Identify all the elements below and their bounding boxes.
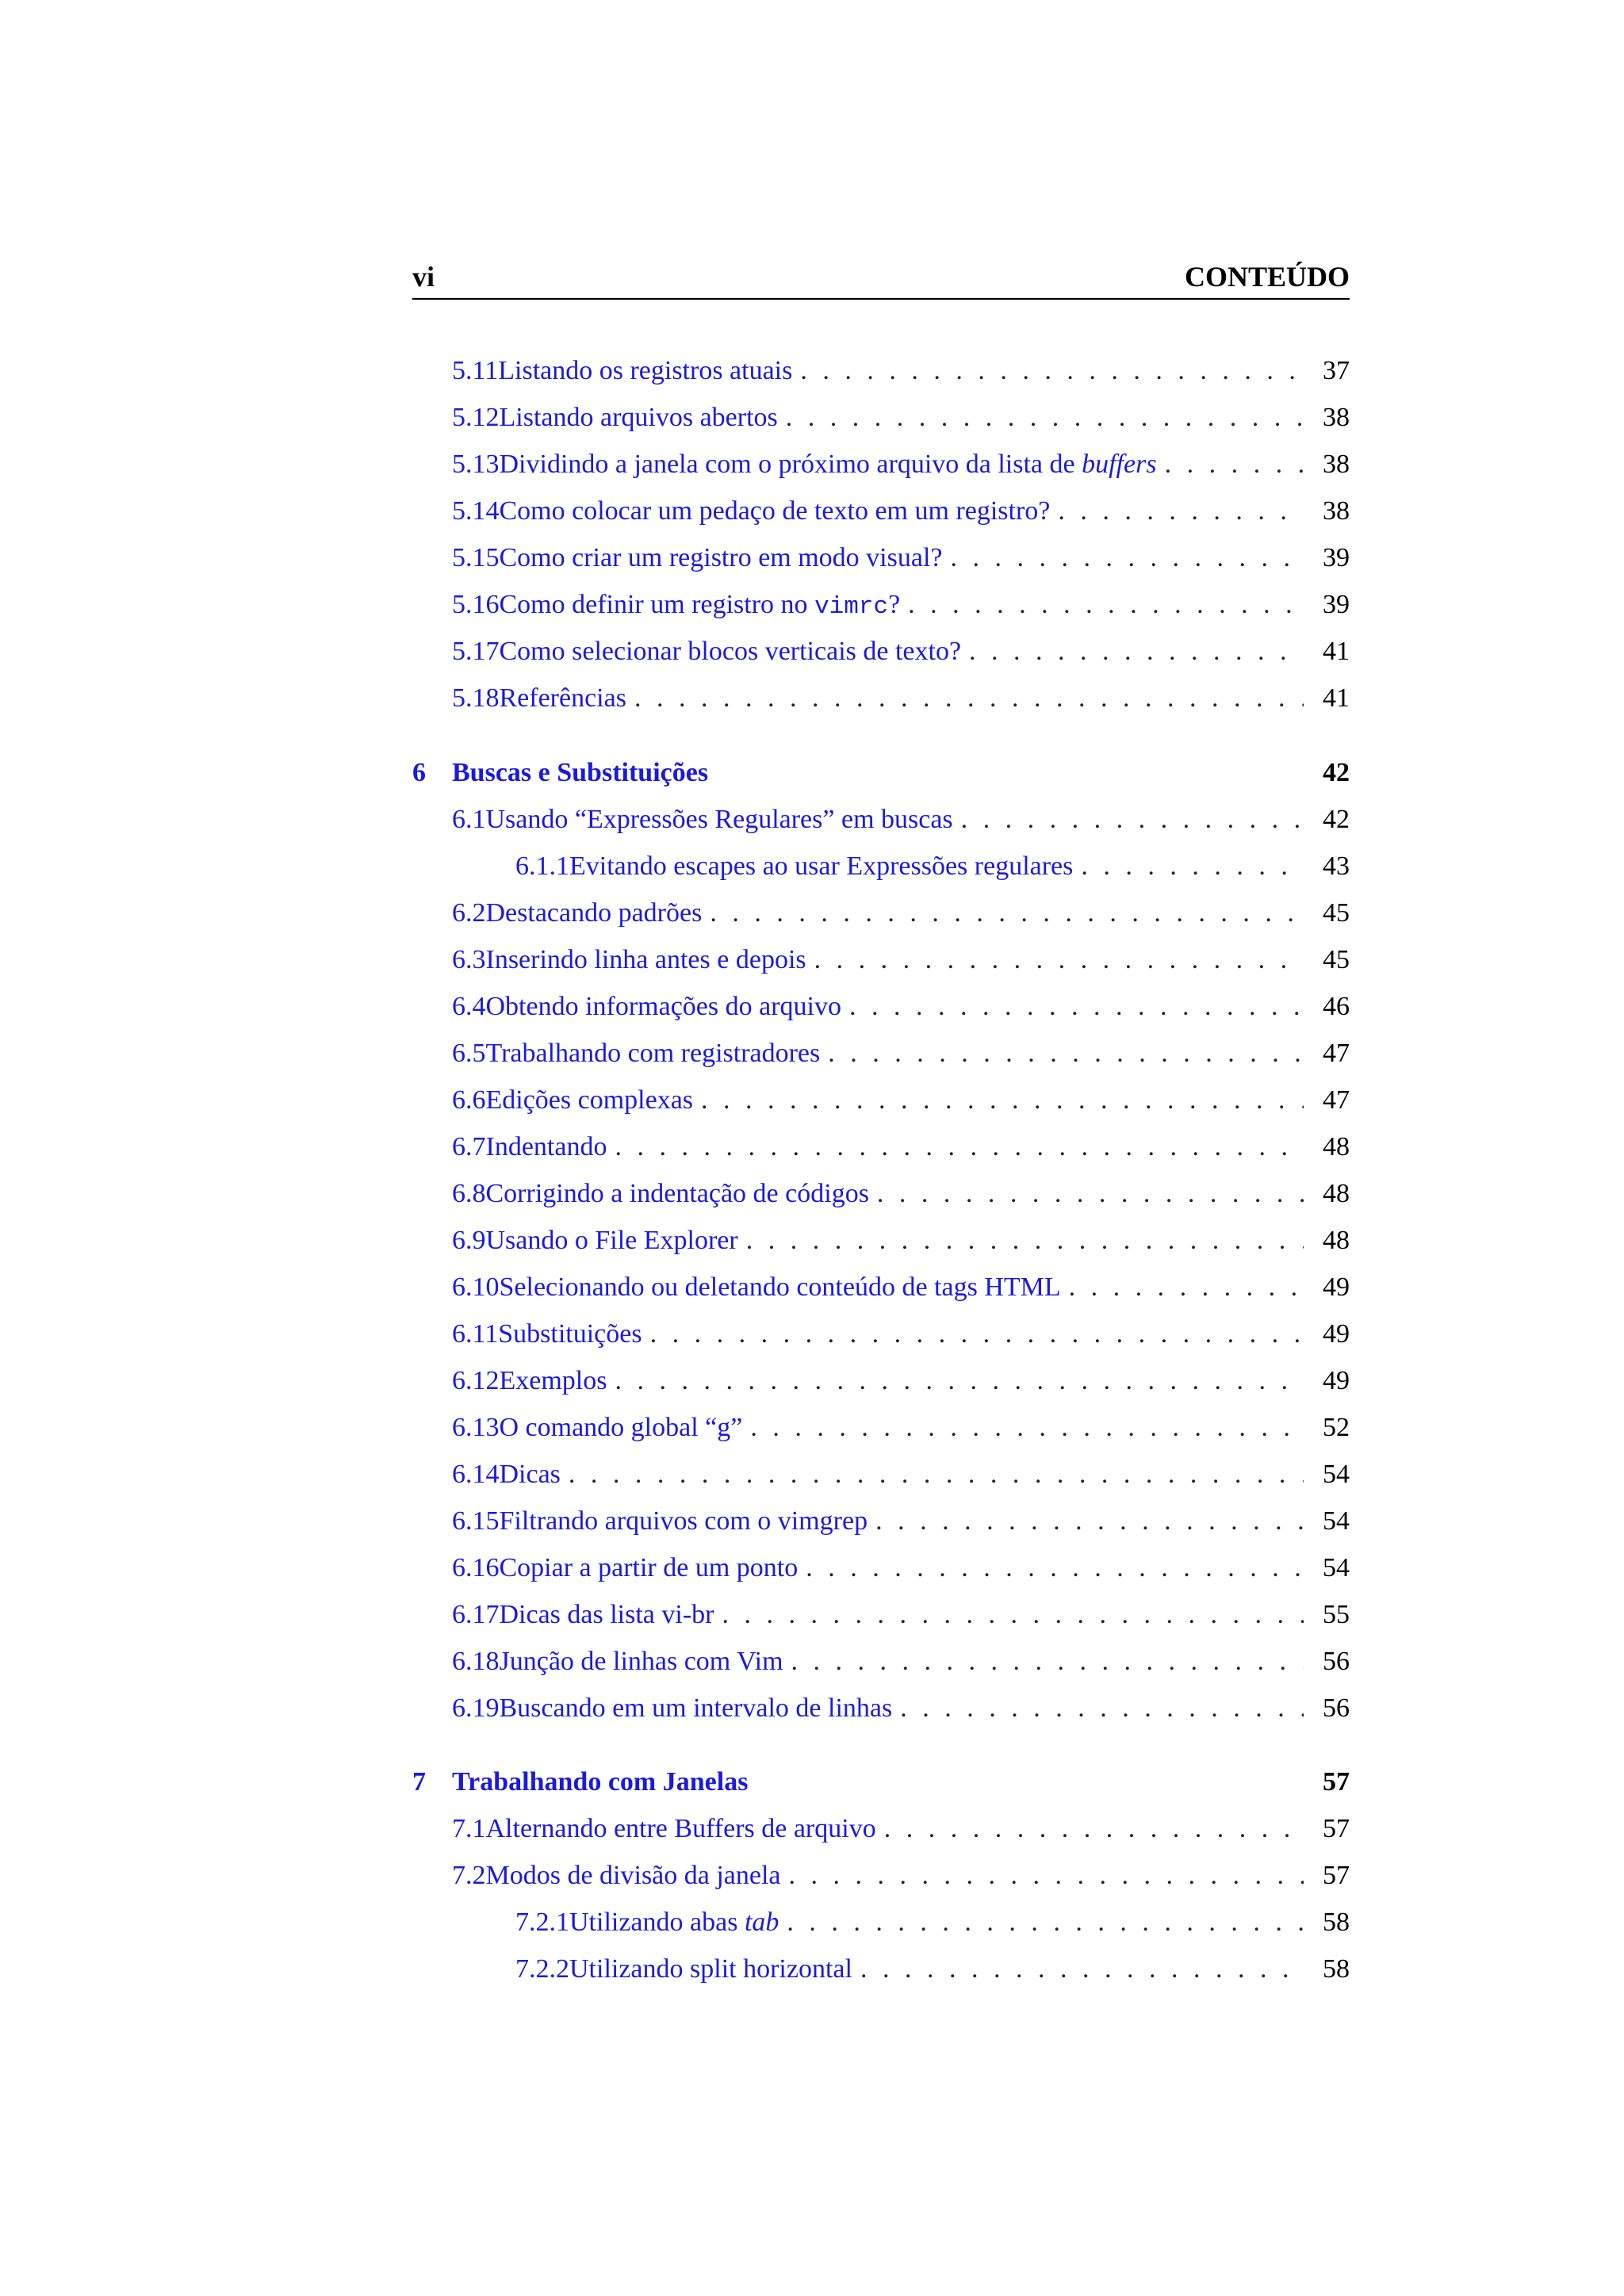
toc-entry-number: 6.6 — [452, 1085, 486, 1115]
toc-entry-number: 5.18 — [452, 683, 500, 713]
toc-entry[interactable] — [412, 1544, 1350, 1591]
toc-entry-number: 5.11 — [452, 356, 499, 385]
toc-entry[interactable] — [412, 347, 1350, 394]
toc-entry-page-number[interactable]: 45 — [1323, 945, 1350, 974]
toc-entry-page-number[interactable]: 47 — [1323, 1039, 1350, 1068]
dot-leader — [1058, 488, 1304, 534]
toc-entry-page-number[interactable]: 49 — [1323, 1366, 1350, 1395]
toc-entry[interactable] — [412, 1451, 1350, 1498]
toc-entry-number: 6.12 — [452, 1366, 500, 1395]
toc-entry-page-number[interactable]: 38 — [1323, 496, 1350, 526]
toc-entry[interactable] — [412, 1311, 1350, 1357]
toc-entry-number: 6.14 — [452, 1460, 500, 1489]
toc-entry-number: 6.16 — [452, 1553, 500, 1582]
toc-entry-page-number[interactable]: 54 — [1323, 1506, 1350, 1536]
toc-entry-number: 6.15 — [452, 1506, 500, 1536]
toc-entry[interactable] — [412, 983, 1350, 1030]
dot-leader — [1165, 441, 1304, 488]
dot-leader — [750, 1404, 1304, 1451]
toc-entry-title[interactable]: Evitando escapes ao usar Expressões regulares — [569, 851, 1074, 881]
toc-entry-number: 6.18 — [452, 1647, 500, 1676]
toc-entry-title[interactable]: Modos de divisão da janela — [485, 1861, 781, 1890]
toc-entry-number: 6.8 — [452, 1179, 486, 1208]
dot-leader — [722, 1591, 1304, 1638]
toc-entry[interactable] — [412, 1946, 1350, 1992]
toc-entry-page-number[interactable]: 49 — [1323, 1319, 1350, 1349]
toc-entry-page-number[interactable]: 56 — [1323, 1647, 1350, 1676]
toc-entry-number: 6.2 — [452, 898, 486, 928]
dot-leader — [884, 1805, 1304, 1852]
dot-leader — [900, 1685, 1304, 1732]
toc-entry[interactable] — [412, 1357, 1350, 1404]
toc-entry[interactable] — [412, 534, 1350, 581]
toc-entry-title-code: vimrc — [814, 593, 889, 621]
toc-entry-number: 6.7 — [452, 1132, 486, 1161]
toc-entry-title[interactable]: Inserindo linha antes e depois — [485, 945, 806, 974]
toc-entry-number: 5.13 — [452, 450, 500, 479]
dot-leader — [1069, 1264, 1304, 1311]
toc-entry-title[interactable] — [500, 581, 901, 630]
toc-entry-page-number[interactable]: 56 — [1323, 1693, 1350, 1723]
toc-entry-number: 5.12 — [452, 403, 500, 432]
toc-entry-title[interactable]: Selecionando ou deletando conteúdo de tags HTML — [499, 1272, 1061, 1302]
toc-entry-title-emphasis: buffers — [1082, 450, 1157, 479]
toc-entry-page-number[interactable]: 38 — [1323, 450, 1350, 479]
dot-leader — [786, 394, 1304, 441]
toc-entry[interactable] — [412, 1805, 1350, 1852]
dot-leader — [787, 1899, 1304, 1946]
toc-entry[interactable] — [412, 1852, 1350, 1899]
toc-entry[interactable] — [412, 581, 1350, 628]
toc-entry-number: 6.19 — [452, 1693, 500, 1723]
dot-leader — [615, 1357, 1304, 1404]
toc-entry[interactable] — [412, 1498, 1350, 1544]
toc-entry-number: 6.4 — [452, 992, 486, 1021]
toc-entry-title[interactable]: Dicas das lista vi-br — [499, 1600, 714, 1629]
dot-leader — [961, 796, 1304, 843]
toc-entry-number: 6 — [412, 758, 426, 787]
toc-entry-page-number[interactable]: 57 — [1323, 1767, 1350, 1797]
toc-entry-title-emphasis: tab — [744, 1908, 779, 1937]
toc-entry-title[interactable]: Referências — [499, 683, 626, 713]
toc-entry-number: 6.13 — [452, 1413, 500, 1442]
dot-leader — [877, 1170, 1304, 1217]
toc-entry-number: 5.14 — [452, 496, 500, 526]
toc-entry-number: 7 — [412, 1767, 426, 1797]
dot-leader — [860, 1946, 1304, 1992]
toc-entry-page-number[interactable]: 48 — [1323, 1179, 1350, 1208]
dot-leader — [849, 983, 1304, 1030]
toc-entry-page-number[interactable]: 41 — [1323, 683, 1350, 713]
toc-entry-number: 6.1 — [452, 805, 486, 834]
toc-entry-title[interactable]: O comando global “g” — [499, 1413, 743, 1442]
toc-entry-title[interactable] — [569, 1899, 779, 1946]
toc-entry-number: 7.2 — [452, 1861, 486, 1890]
toc-entry[interactable] — [412, 488, 1350, 534]
toc-entry-title[interactable]: Obtendo informações do arquivo — [485, 992, 841, 1021]
toc-entry-title-text: Como definir um registro no — [499, 590, 815, 619]
toc-entry[interactable] — [412, 1264, 1350, 1311]
toc-entry-title[interactable]: Como colocar um pedaço de texto em um registro? — [499, 496, 1051, 526]
toc-entry-number: 7.2.2 — [515, 1954, 569, 1984]
toc-entry[interactable] — [412, 441, 1350, 488]
toc-entry-page-number[interactable]: 48 — [1323, 1132, 1350, 1161]
toc-entry-page-number[interactable]: 45 — [1323, 898, 1350, 928]
toc-entry-number: 5.17 — [452, 637, 500, 666]
toc-entry[interactable] — [412, 1591, 1350, 1638]
toc-entry-title[interactable]: Edições complexas — [485, 1085, 694, 1115]
toc-entry-title-text: ? — [888, 590, 901, 619]
dot-leader — [800, 347, 1304, 394]
dot-leader — [615, 1123, 1304, 1170]
toc-entry-number: 6.11 — [452, 1319, 499, 1349]
toc-entry-number: 6.3 — [452, 945, 486, 974]
toc-entry-page-number[interactable]: 54 — [1323, 1460, 1350, 1489]
toc-entry-title[interactable]: Indentando — [485, 1132, 607, 1161]
toc-entry-title[interactable]: Filtrando arquivos com o vimgrep — [499, 1506, 868, 1536]
toc-entry-page-number[interactable]: 47 — [1323, 1085, 1350, 1115]
toc-entry-page-number[interactable]: 41 — [1323, 637, 1350, 666]
toc-entry[interactable] — [412, 1899, 1350, 1946]
toc-entry-number: 5.15 — [452, 543, 500, 572]
toc-entry-page-number[interactable]: 37 — [1323, 356, 1350, 385]
toc-entry-page-number[interactable]: 54 — [1323, 1553, 1350, 1582]
toc-entry-title[interactable]: Copiar a partir de um ponto — [499, 1553, 799, 1582]
toc-entry[interactable] — [412, 675, 1350, 721]
toc-entry[interactable] — [412, 628, 1350, 675]
toc-entry-title[interactable]: Exemplos — [499, 1366, 607, 1395]
dot-leader — [634, 675, 1304, 721]
header-rule — [412, 298, 1350, 300]
toc-entry-title[interactable]: Buscando em um intervalo de linhas — [499, 1693, 893, 1723]
toc-entry-page-number[interactable]: 57 — [1323, 1861, 1350, 1890]
dot-leader — [908, 581, 1304, 628]
toc-entry-title[interactable]: Substituições — [498, 1319, 642, 1349]
toc-entry-title[interactable]: Listando os registros atuais — [498, 356, 793, 385]
dot-leader — [650, 1311, 1304, 1357]
toc-entry-page-number[interactable]: 48 — [1323, 1226, 1350, 1255]
toc-entry[interactable] — [412, 1030, 1350, 1077]
toc-entry-title[interactable]: Buscas e Substituições — [452, 758, 709, 787]
toc-entry[interactable] — [412, 1170, 1350, 1217]
toc-entry-title[interactable]: Usando “Expressões Regulares” em buscas — [485, 805, 953, 834]
toc-entry[interactable] — [412, 1077, 1350, 1123]
toc-entry[interactable] — [412, 394, 1350, 441]
toc-entry-title[interactable]: Trabalhando com registradores — [485, 1039, 821, 1068]
toc-entry-page-number[interactable]: 38 — [1323, 403, 1350, 432]
toc-entry[interactable] — [412, 1123, 1350, 1170]
dot-leader — [814, 936, 1304, 983]
dot-leader — [875, 1498, 1304, 1544]
toc-entry-page-number[interactable]: 42 — [1323, 758, 1350, 787]
dot-leader — [701, 1077, 1304, 1123]
toc-entry-page-number[interactable]: 39 — [1323, 590, 1350, 619]
toc-entry-number: 6.17 — [452, 1600, 500, 1629]
toc-entry-title[interactable]: Listando arquivos abertos — [499, 403, 778, 432]
dot-leader — [951, 534, 1304, 581]
toc-chapter-entry[interactable] — [412, 1758, 1350, 1805]
toc-entry-page-number[interactable]: 46 — [1323, 992, 1350, 1021]
toc-entry[interactable] — [412, 1404, 1350, 1451]
toc-entry-title[interactable]: Dicas — [499, 1460, 561, 1489]
toc-entry[interactable] — [412, 1685, 1350, 1732]
dot-leader — [710, 890, 1304, 936]
toc-entry-number: 6.10 — [452, 1272, 500, 1302]
toc-entry-page-number[interactable]: 58 — [1323, 1954, 1350, 1984]
toc-entry-page-number[interactable]: 43 — [1323, 851, 1350, 881]
running-head — [412, 260, 1350, 293]
dot-leader — [969, 628, 1304, 675]
dot-leader — [828, 1030, 1304, 1077]
toc-entry-page-number[interactable]: 58 — [1323, 1908, 1350, 1937]
toc-entry-title[interactable]: Como selecionar blocos verticais de texto? — [499, 637, 962, 666]
toc-entry-number: 6.1.1 — [515, 851, 569, 881]
toc-entry[interactable] — [412, 1217, 1350, 1264]
table-of-contents — [412, 347, 1350, 1992]
toc-entry-page-number[interactable]: 55 — [1323, 1600, 1350, 1629]
toc-entry-title[interactable]: Utilizando split horizontal — [569, 1954, 852, 1984]
dot-leader — [789, 1852, 1304, 1899]
dot-leader — [746, 1217, 1304, 1264]
toc-entry-title[interactable]: Trabalhando com Janelas — [452, 1767, 749, 1797]
toc-entry-title[interactable]: Usando o File Explorer — [485, 1226, 738, 1255]
toc-entry-page-number[interactable]: 39 — [1323, 543, 1350, 572]
dot-leader — [1081, 843, 1304, 890]
toc-entry[interactable] — [412, 936, 1350, 983]
toc-entry-number: 5.16 — [452, 590, 500, 619]
toc-entry-page-number[interactable]: 57 — [1323, 1814, 1350, 1843]
toc-entry-title[interactable] — [500, 441, 1157, 488]
toc-entry-page-number[interactable]: 49 — [1323, 1272, 1350, 1302]
toc-entry-page-number[interactable]: 52 — [1323, 1413, 1350, 1442]
page-number-roman: vi — [412, 261, 435, 293]
toc-entry-title-text: Dividindo a janela com o próximo arquivo da lista de — [499, 450, 1082, 479]
toc-entry-page-number[interactable]: 42 — [1323, 805, 1350, 834]
toc-entry[interactable] — [412, 843, 1350, 890]
toc-entry[interactable] — [412, 1638, 1350, 1685]
dot-leader — [569, 1451, 1304, 1498]
toc-entry-title[interactable]: Corrigindo a indentação de códigos — [485, 1179, 869, 1208]
toc-entry-number: 6.9 — [452, 1226, 486, 1255]
toc-entry[interactable] — [412, 796, 1350, 843]
toc-entry-title[interactable]: Destacando padrões — [485, 898, 703, 928]
toc-chapter-entry[interactable] — [412, 749, 1350, 796]
dot-leader — [806, 1544, 1304, 1591]
toc-entry[interactable] — [412, 890, 1350, 936]
toc-entry-number: 7.1 — [452, 1814, 486, 1843]
running-head-title: CONTEÚDO — [1184, 261, 1350, 293]
toc-entry-number: 6.5 — [452, 1039, 486, 1068]
toc-entry-title[interactable]: Alternando entre Buffers de arquivo — [485, 1814, 876, 1843]
toc-entry-title-text: Utilizando abas — [569, 1908, 745, 1937]
toc-entry-title[interactable]: Junção de linhas com Vim — [499, 1647, 783, 1676]
toc-entry-title[interactable]: Como criar um registro em modo visual? — [499, 543, 943, 572]
dot-leader — [791, 1638, 1304, 1685]
toc-entry-number: 7.2.1 — [515, 1908, 569, 1937]
